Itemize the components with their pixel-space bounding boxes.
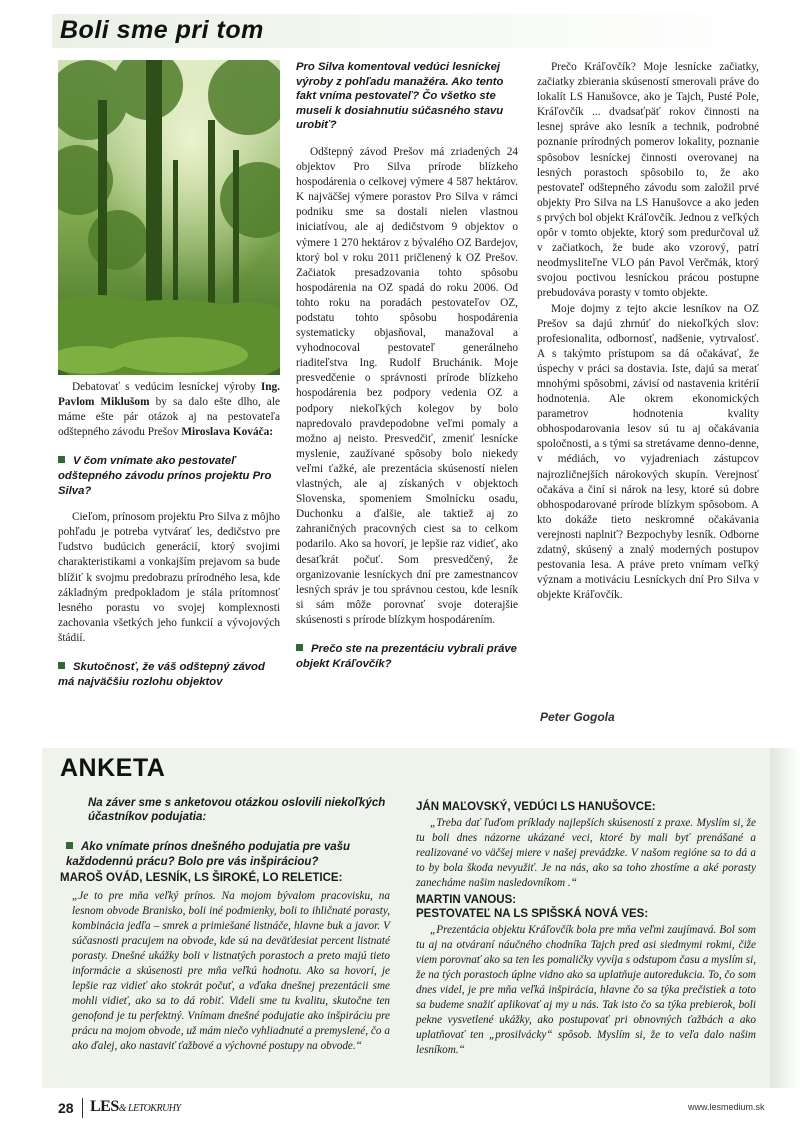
question-3 xyxy=(296,642,518,671)
magazine-logo-letokruhy: & LETOKRUHY xyxy=(118,1103,181,1114)
survey-box-edge xyxy=(770,748,800,1088)
footer-divider xyxy=(82,1098,83,1118)
website-url[interactable]: www.lesmedium.sk xyxy=(688,1102,765,1112)
intro-paragraph xyxy=(58,380,280,440)
column-3 xyxy=(537,60,759,603)
respondent-3-name-1: MARTIN VANOUS: xyxy=(416,894,517,906)
respondent-1-name: MAROŠ OVÁD, LESNÍK, LS ŠIROKÉ, LO RELETICE: xyxy=(60,871,343,884)
survey-intro: Na záver sme s anketovou otázkou oslovili niekoľkých účastníkov podujatia: xyxy=(88,797,386,824)
respondent-2-answer: „Treba dať ľuďom príklady najlepších skúseností z praxe. Myslím si, že tu boli dnes názorne ukázané veci, ktoré by mali byť prenášané a realizované vo väčšej miere v našej prevádzke. V našom regióne sa to dá a to by bola škoda nevyužiť. Je na nás, ako sa toho zhostíme a aké porasty zanecháme našim nasledovníkom .“ xyxy=(416,817,756,889)
respondent-3-answer: „Prezentácia objektu Kráľovčík bola pre mňa veľmi zaujímavá. Bol som tu aj na otváraní náučného chodníka Tajch pred asi siedmymi rokmi, čiže viem porovnať ako sa ten les pomaličky vyvíja s odstupom času a myslím si, že na tých porastoch úplne vidno ako sa uplatňuje autoredukcia. To, čo som dnes videl, je pre mňa veľká inšpirácia, hlavne čo sa týka prečistiek a toto sa budeme snažiť aplikovať aj my u nás. Tak isto čo sa týka prebierok, boli pekne vysvetlené ukážky, ako postupovať pri obnovných ťažbách a ako uplatňovať ten „prosilvácky“ spôsob. Myslím si, že to veľa dalo našim lesníkom.“ xyxy=(416,924,756,1056)
interviewee-name-2: Miroslava Kováča: xyxy=(181,426,274,439)
question-1-text: V čom vnímate ako pestovateľ odštepného závodu prínos projektu Pro Silva? xyxy=(58,455,272,497)
green-square-bullet-icon xyxy=(58,456,65,463)
respondent-1-answer: „Je to pre mňa veľký prínos. Na mojom bývalom pracovisku, na lesnom obvode Branisko, boli iné podmienky, boli to ihličnaté porasty, kombinácia jedľa – smrek a primiešané listnáče, hlavne buk a javor. V súčasnosti pracujem na obvode, kde sú na deväťdesiat percent listnaté porasty. Dnešné ukážky boli v listnatých porastoch a preto majú tieto informácie a skúsenosti pre mňa veľkú hodnotu. Ako sa hovorí, je lepšie raz vidieť ako stokrát počuť, a vďaka dnešnej prezentácii sme mohli vidieť, ako sa to dá robiť. Videli sme tu kvalitu, skutočne ten genofond je tu perfektný. Vnímam dnešné podujatie ako inšpiráciu pre prácu na mojom obvode, už mám niečo vyhliadnuté a premyslené, čo a ako ďalej, ako nastaviť ťažbové a výchovné postupy na obvode.“ xyxy=(72,889,390,1052)
question-2-continued: Pro Silva komentoval vedúci lesníckej výroby z pohľadu manažéra. Ako tento fakt vníma pestovateľ? Čo všetko ste museli k dosiahnutiu súčasného stavu urobiť? xyxy=(296,61,504,132)
magazine-logo-les: LES xyxy=(90,1098,119,1115)
interviewee-name-1: Ing. Pavlom Miklušom xyxy=(58,381,280,409)
survey-title: ANKETA xyxy=(60,754,166,782)
intro-text-b: by sa dalo ešte dlho, ale máme ešte pár otázok aj na pestovateľa odštepného závodu Prešov xyxy=(58,396,280,439)
answer-3-paragraph-2: Moje dojmy z tejto akcie lesníkov na OZ Prešov sa dajú zhrnúť do niekoľkých slov: profesionalita, odbornosť, nadšenie, vytrvalosť. A s takýmto prístupom sa dá očakávať, že úspechy v práci sa dostavia. Iste, dajú sa merať mnohými spôsobmi, závisí od nastavenia kritérií hodnotenia. Ale okrem ekonomických parametrov hodnotenia kvality obhospodarovania lesov sú tu aj očakávania spoločnosti, a s tými sa stretávame denno-denne, v médiách, vo vyjadreniach zástupcov najrozličnejších nárokových skupín. Verejnosť očakáva a činí si nárok na lesy, ktoré sú dobre obhospodarované prírode blízkym spôsobom. A kto dokáže tieto neskromné očakávania verejnosti naplniť? Bezpochyby lesník. Odborne zdatný, skúsený a znalý moderných postupov pestovania lesa. A práve preto vnímam veľký význam a motiváciu Lesníckych dní Pro Silva v objekte Kráľovčík. xyxy=(537,302,759,602)
answer-2-paragraph: Odštepný závod Prešov má zriadených 24 objektov Pro Silva prírode blízkeho hospodárenia o celkovej výmere 4 587 hektárov. K najväčšej výmere porastov Pro Silva v rámci podniku sme sa dostali nielen vlastnou iniciatívou, ale aj dedičstvom 9 objektov o výmere 1 270 hektárov z bývalého OZ Bardejov, ktorý bol v roku 2011 pričlenený k OZ Prešov. Začiatok presadzovania tohto spôsobu hospodárenia na OZ spadá do roku 2006. Od tohto roku na poradách pestovateľov OZ, podstatu tohto spôsobu hospodárenia systematicky objasňoval, manažoval a vyhodnocoval pestovateľ generálneho riaditeľstva Ing. Rudolf Bruchánik. Moje presvedčenie o správnosti prírode blízkeho hospodárenia bez podpory vedenia OZ a podpory niekoľkých kolegov by bolo napredovalo pravdepodobne veľmi pomaly a možno aj neisto. Presvedčiť, zmeniť lesnícke myslenie, zaužívané spôsoby bolo niekedy veľmi ťažké, ale prezentácia skúseností nielen vlastných, ale aj získaných v objektoch Slovenska, spomeniem Smolnícku osadu, Duchonku a ďalšie, ale taktiež aj zo zahraničných pracovných ciest sa to celkom podarilo. Ako sa hovorí, je lepšie raz vidieť, ako desaťkrát počuť. Som presvedčený, že organizovanie lesníckych dní pre zamestnancov lesných správ je tou správnou cestou, kde lesník si sám môže porovnať svoje doterajšie skúsenosti s prírode blízkym hospodárením. xyxy=(296,145,518,626)
forest-photo-illustration xyxy=(58,60,280,375)
question-3-text: Prečo ste na prezentáciu vybrali práve objekt Kráľovčík? xyxy=(296,642,517,670)
question-2-text: Skutočnosť, že váš odštepný závod má najväčšiu rozlohu objektov xyxy=(58,661,265,688)
green-square-bullet-icon xyxy=(58,662,65,669)
column-1 xyxy=(58,380,280,701)
survey-column-left xyxy=(60,796,390,1054)
question-1 xyxy=(58,454,280,498)
respondent-3-name-2: PESTOVATEĽ NA LS SPIŠSKÁ NOVÁ VES: xyxy=(416,908,649,920)
green-square-bullet-icon xyxy=(296,644,303,651)
green-square-bullet-icon xyxy=(66,842,73,849)
answer-1-paragraph: Cieľom, prínosom projektu Pro Silva z môjho pohľadu je potreba vytvárať les, dedičstvo pre ľudstvo budúcich generácií, ktorý svojimi charakteristikami a vonkajším prejavom sa bude blížiť k svojmu predobrazu prírodného lesa, kde základným predpokladom je stála prítomnosť lesného porastu vo svojej komplexnosti zachovania všetkých jeho funkcií a vývojových štádií. xyxy=(58,511,280,644)
page-title: Boli sme pri tom xyxy=(60,16,264,44)
page-number: 28 xyxy=(58,1100,74,1116)
question-2 xyxy=(58,660,280,689)
forest-photo xyxy=(58,60,280,375)
intro-text-a: Debatovať s vedúcim lesníckej výroby xyxy=(72,381,261,393)
survey-question-text: Ako vnímate prínos dnešného podujatia pre vašu každodennú prácu? Bolo pre vás inšpiráciou? xyxy=(66,841,351,868)
answer-3-paragraph-1: Prečo Kráľovčík? Moje lesnícke začiatky, začiatky zbierania skúseností smerovali práve do lokalít LS Hanušovce, ako je Tajch, Pusté Pole, Kráľovčík ... dvadsaťpäť rokov činnosti na lesnej správe ako lesník a technik, podrobné poznanie prírodných pomerov lokality, poznanie spôsobov lesníckej činnosti overovanej na lesných porastoch spôsobilo to, že ako pestovateľ odštepného závodu som založil prvé objekty Pro Silva na LS Hanušovce a ako jeden s prvých bol objekt Kráľovčík. Jednou z veľkých opôr v tomto objekte, ktorý som predurčoval už v začiatkoch, že bude ako vzorový, patrí neodmysliteľne VLO pán Pavol Verčmák, ktorý svojou poctivou lesníckou prácou postupne prebudováva porasty v tomto objekte. xyxy=(537,61,759,300)
magazine-logo xyxy=(90,1098,181,1116)
author-signature: Peter Gogola xyxy=(540,710,615,724)
column-2 xyxy=(296,60,518,683)
survey-column-right xyxy=(416,800,756,1058)
survey-question xyxy=(60,840,390,868)
respondent-2-name: JÁN MAĽOVSKÝ, VEDÚCI LS HANUŠOVCE: xyxy=(416,801,656,813)
